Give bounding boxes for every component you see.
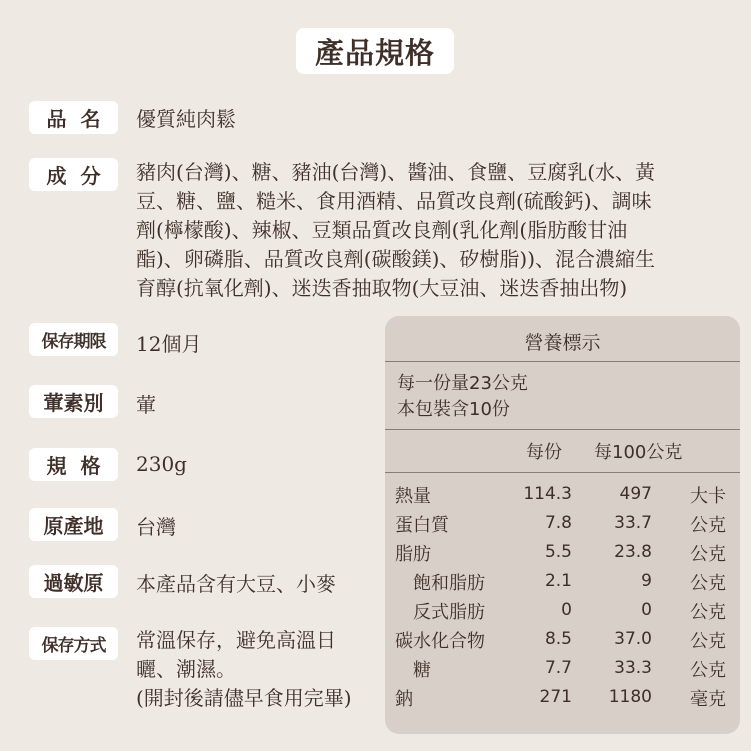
per-100g-value: 497 [619, 484, 652, 504]
nutrient-name: 碳水化合物 [395, 631, 485, 652]
shelf-life-label: 保存期限 [29, 323, 118, 356]
storage-line: 常溫保存，避免高溫日 [136, 628, 336, 652]
serving-size: 每一份量23公克 [397, 373, 528, 394]
unit: 公克 [690, 573, 726, 594]
servings-per-pack: 本包裝含10份 [397, 399, 510, 420]
nutrient-name: 反式脂肪 [413, 602, 485, 623]
storage-line: (開封後請儘早食用完畢) [136, 686, 352, 710]
ingredients-line: 劑(檸檬酸)、辣椒、豆類品質改良劑(乳化劑(脂肪酸甘油 [136, 218, 628, 242]
per-serving-value: 8.5 [544, 629, 572, 649]
nutrition-title: 營養標示 [524, 332, 601, 354]
storage-value [136, 626, 386, 713]
per-100g-value: 9 [641, 571, 652, 591]
per-serving-value: 5.5 [544, 542, 572, 562]
nutrition-row [385, 482, 740, 511]
nutrition-panel [385, 316, 740, 734]
per-serving-value: 7.8 [544, 513, 572, 533]
unit: 公克 [690, 515, 726, 536]
unit: 公克 [690, 602, 726, 623]
ingredients-label: 成分 [29, 158, 118, 191]
shelf-life-value: 12個月 [136, 332, 202, 356]
size-label: 規格 [29, 448, 118, 481]
ingredients-line: 酯)、卵磷脂、品質改良劑(碳酸鎂)、矽樹脂))、混合濃縮生 [136, 247, 656, 271]
nutrient-name: 熱量 [395, 486, 431, 507]
per-100g-value: 33.3 [614, 658, 652, 678]
nutrition-row [385, 569, 740, 598]
per-100g-value: 0 [641, 600, 652, 620]
per-100g-value: 23.8 [614, 542, 652, 562]
ingredients-line: 豆、糖、鹽、糙米、食用酒精、品質改良劑(硫酸鈣)、調味 [136, 189, 652, 213]
per-100g-value: 37.0 [614, 629, 652, 649]
origin-value: 台灣 [136, 515, 176, 539]
unit: 公克 [690, 631, 726, 652]
unit: 毫克 [690, 689, 726, 710]
divider [385, 361, 740, 362]
col-header-per-serving: 每份 [526, 442, 562, 463]
nutrition-row [385, 598, 740, 627]
storage-label: 保存方式 [29, 627, 118, 660]
nutrition-row [385, 627, 740, 656]
nutrient-name: 蛋白質 [395, 515, 449, 536]
allergen-label: 過敏原 [29, 565, 118, 598]
allergen-value: 本產品含有大豆、小麥 [136, 572, 336, 596]
nutrient-name: 脂肪 [395, 544, 431, 565]
nutrition-row [385, 511, 740, 540]
nutrition-row [385, 685, 740, 714]
divider [385, 472, 740, 473]
per-serving-value: 114.3 [523, 484, 572, 504]
ingredients-value [136, 158, 676, 303]
storage-line: 曬、潮濕。 [136, 657, 236, 681]
unit: 公克 [690, 544, 726, 565]
nutrient-name: 飽和脂肪 [413, 573, 485, 594]
name-value: 優質純肉鬆 [136, 107, 236, 131]
divider [385, 429, 740, 430]
size-value: 230g [136, 452, 187, 476]
per-serving-value: 7.7 [544, 658, 572, 678]
per-serving-value: 2.1 [544, 571, 572, 591]
per-100g-value: 33.7 [614, 513, 652, 533]
nutrition-row [385, 540, 740, 569]
unit: 大卡 [690, 486, 726, 507]
diet-type-value: 葷 [136, 393, 156, 417]
diet-type-label: 葷素別 [29, 385, 118, 418]
col-header-per-100g: 每100公克 [594, 442, 683, 463]
ingredients-line: 育醇(抗氧化劑)、迷迭香抽取物(大豆油、迷迭香抽出物) [136, 276, 628, 300]
unit: 公克 [690, 660, 726, 681]
page-title: 產品規格 [296, 28, 454, 74]
origin-label: 原產地 [29, 508, 118, 541]
per-serving-value: 0 [561, 600, 572, 620]
nutrient-name: 糖 [413, 660, 431, 681]
name-label: 品名 [29, 101, 118, 134]
nutrient-name: 鈉 [395, 689, 413, 710]
ingredients-line: 豬肉(台灣)、糖、豬油(台灣)、醬油、食鹽、豆腐乳(水、黃 [136, 160, 656, 184]
per-serving-value: 271 [539, 687, 572, 707]
nutrition-row [385, 656, 740, 685]
per-100g-value: 1180 [608, 687, 652, 707]
